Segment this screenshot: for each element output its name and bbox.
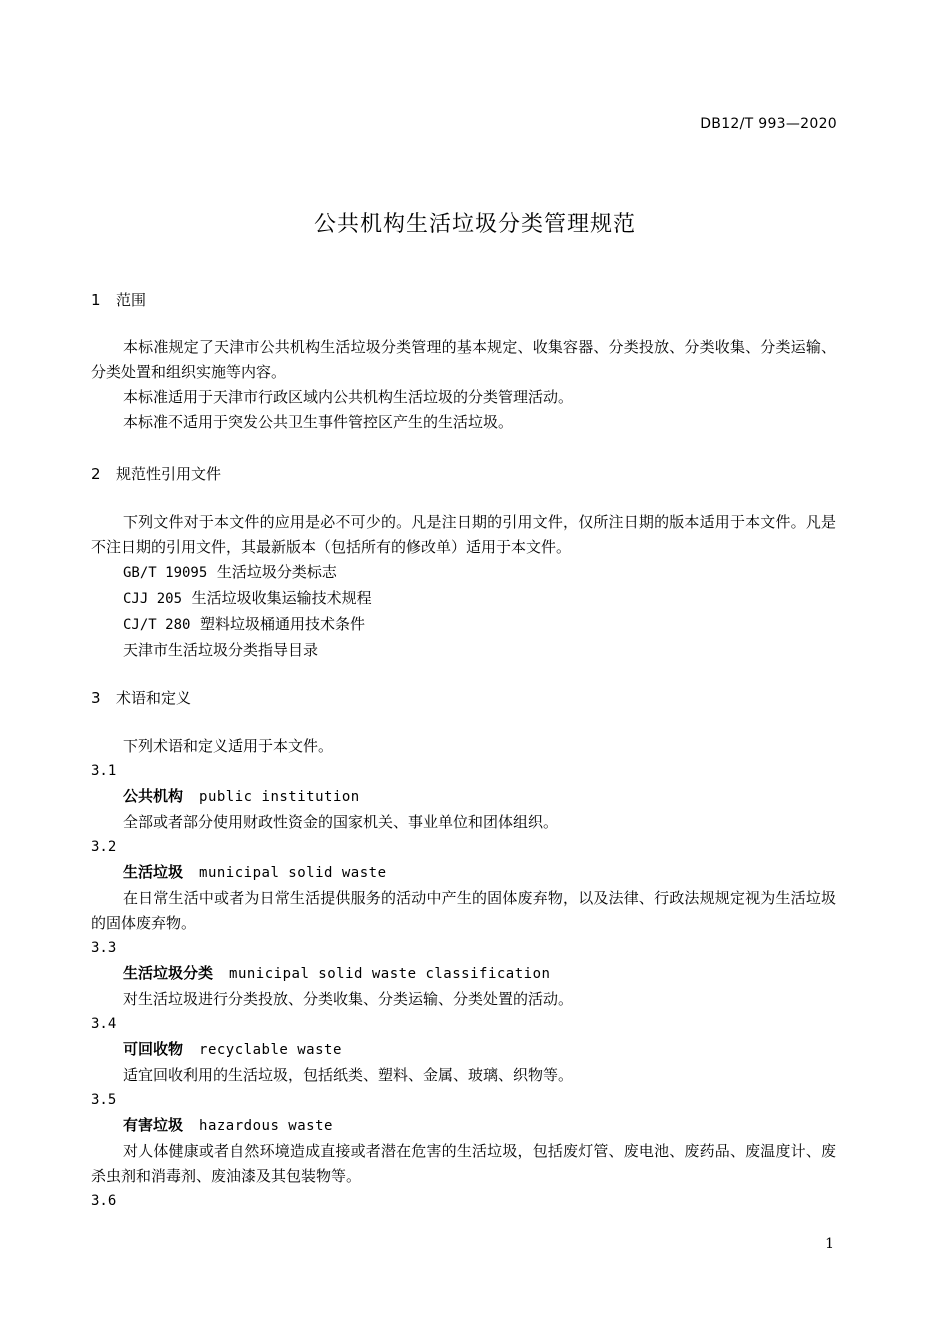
paragraph: 本标准规定了天津市公共机构生活垃圾分类管理的基本规定、收集容器、分类投放、分类收集、分类运输、分类处置和组织实施等内容。	[91, 338, 836, 381]
reference-title: 生活垃圾收集运输技术规程	[191, 589, 372, 607]
paragraph: 本标准适用于天津市行政区域内公共机构生活垃圾的分类管理活动。	[123, 388, 574, 406]
section-title: 范围	[116, 291, 147, 309]
section-heading-scope	[91, 289, 146, 310]
term-definition: 对生活垃圾进行分类投放、分类收集、分类运输、分类处置的活动。	[123, 990, 574, 1008]
term-en: public institution	[199, 789, 360, 805]
term-entry	[91, 784, 836, 810]
reference-title: 塑料垃圾桶通用技术条件	[199, 615, 365, 633]
term-zh: 可回收物	[123, 1040, 184, 1058]
section-heading-references	[91, 463, 221, 484]
section-title: 规范性引用文件	[116, 465, 222, 483]
term-en: municipal solid waste	[199, 865, 387, 881]
term-entry	[91, 961, 836, 987]
clause-number: 3.3	[91, 940, 117, 956]
term-zh: 公共机构	[123, 787, 184, 805]
section-number: 2	[91, 465, 101, 483]
paragraph: 下列术语和定义适用于本文件。	[123, 737, 334, 755]
term-zh: 生活垃圾分类	[123, 964, 214, 982]
document-title: 公共机构生活垃圾分类管理规范	[313, 212, 636, 237]
term-entry	[91, 860, 836, 886]
section-heading-terms	[91, 687, 191, 708]
section-scope-body	[91, 335, 836, 435]
paragraph: 下列文件对于本文件的应用是必不可少的。凡是注日期的引用文件，仅所注日期的版本适用于本文件。凡是不注日期的引用文件，其最新版本（包括所有的修改单）适用于本文件。	[91, 513, 836, 556]
section-number: 1	[91, 291, 101, 309]
term-en: municipal solid waste classification	[229, 966, 551, 982]
paragraph: 本标准不适用于突发公共卫生事件管控区产生的生活垃圾。	[123, 413, 514, 431]
term-definition: 适宜回收利用的生活垃圾，包括纸类、塑料、金属、玻璃、织物等。	[123, 1066, 574, 1084]
reference-title: 生活垃圾分类标志	[216, 563, 337, 581]
section-title: 术语和定义	[116, 689, 192, 707]
reference-item	[91, 586, 836, 612]
clause-number: 3.1	[91, 763, 117, 779]
clause-number: 3.2	[91, 839, 117, 855]
reference-item	[91, 560, 836, 586]
section-terms-body	[91, 734, 836, 1214]
clause-number: 3.6	[91, 1193, 117, 1209]
term-definition: 对人体健康或者自然环境造成直接或者潜在危害的生活垃圾，包括废灯管、废电池、废药品、废温度计、废杀虫剂和消毒剂、废油漆及其包装物等。	[91, 1142, 836, 1185]
clause-number: 3.4	[91, 1016, 117, 1032]
section-number: 3	[91, 689, 101, 707]
term-definition: 在日常生活中或者为日常生活提供服务的活动中产生的固体废弃物，以及法律、行政法规规定视为生活垃圾的固体废弃物。	[91, 889, 836, 932]
standard-code: DB12/T 993—2020	[700, 116, 837, 132]
term-zh: 有害垃圾	[123, 1116, 184, 1134]
term-entry	[91, 1113, 836, 1139]
page-number: 1	[825, 1236, 834, 1252]
clause-number: 3.5	[91, 1092, 117, 1108]
section-references-body	[91, 510, 836, 663]
reference-code: CJ/T 280	[123, 617, 191, 633]
reference-item	[91, 612, 836, 638]
term-entry	[91, 1037, 836, 1063]
term-zh: 生活垃圾	[123, 863, 184, 881]
reference-code: CJJ 205	[123, 591, 183, 607]
reference-code: GB/T 19095	[123, 565, 208, 581]
term-en: recyclable waste	[199, 1042, 342, 1058]
term-en: hazardous waste	[199, 1118, 333, 1134]
reference-item: 天津市生活垃圾分类指导目录	[123, 641, 319, 659]
term-definition: 全部或者部分使用财政性资金的国家机关、事业单位和团体组织。	[123, 813, 559, 831]
